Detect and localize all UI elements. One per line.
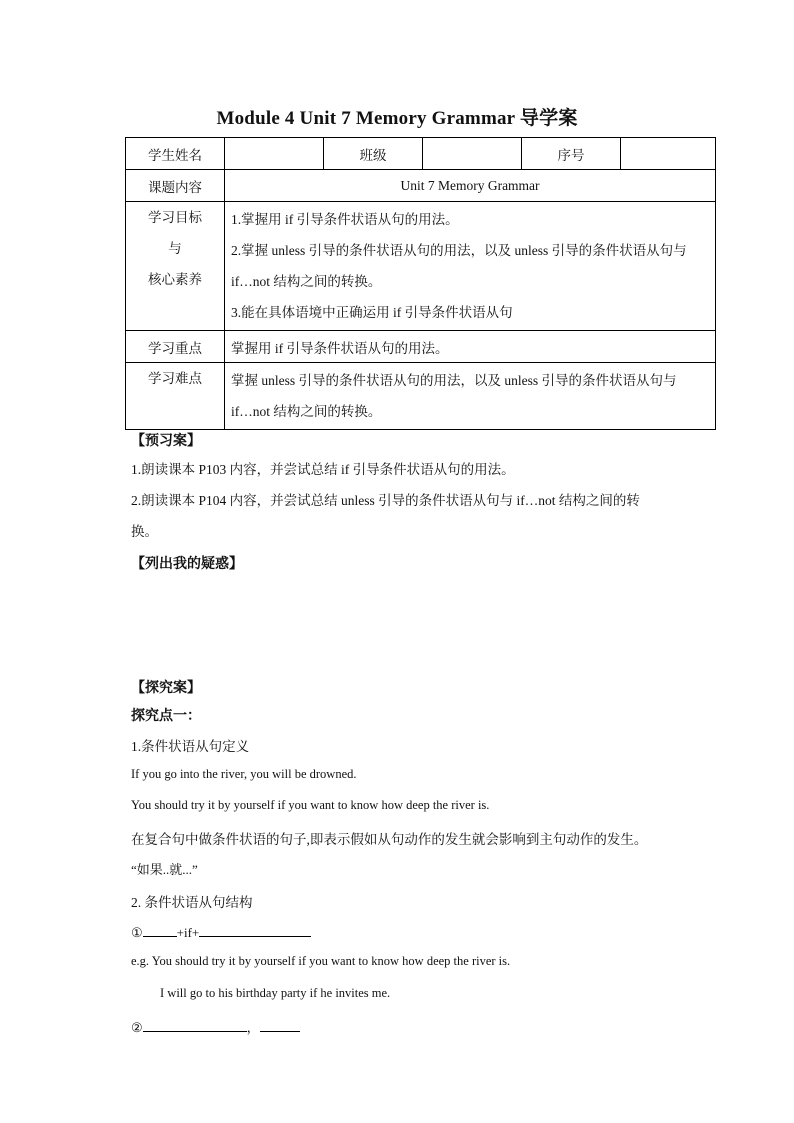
difficulty-line: 掌握 unless 引导的条件状语从句的用法，以及 unless 引导的条件状语从句与 — [231, 373, 677, 388]
blank-line[interactable] — [260, 1017, 300, 1032]
structure-1 — [131, 922, 311, 941]
focus-label: 学习重点 — [126, 331, 225, 363]
goals-label-line: 与 — [168, 241, 182, 256]
explore-heading: 【探究案】 — [131, 681, 201, 696]
definition-text: 在复合句中做条件状语的句子,即表示假如从句动作的发生就会影响到主句动作的发生。 — [131, 832, 648, 847]
preview-item-1: 1.朗读课本 P103 内容，并尝试总结 if 引导条件状语从句的用法。 — [131, 462, 515, 477]
structure-1-connector: +if+ — [176, 925, 200, 940]
definition-title: 1.条件状语从句定义 — [131, 739, 250, 754]
page-title: Module 4 Unit 7 Memory Grammar 导学案 — [216, 108, 578, 129]
table-row — [126, 170, 716, 202]
goals-label-line: 学习目标 — [148, 210, 202, 225]
blank-line[interactable] — [199, 922, 311, 937]
meaning-text: “如果..就...” — [131, 862, 198, 877]
preview-heading: 【预习案】 — [131, 434, 201, 449]
eg-line-1: e.g. You should try it by yourself if you want to know how deep the river is. — [131, 954, 511, 968]
difficulty-label: 学习难点 — [126, 363, 225, 430]
structure-2 — [131, 1017, 300, 1036]
circled-number-1: ① — [131, 925, 143, 940]
focus-value: 掌握用 if 引导条件状语从句的用法。 — [225, 331, 716, 363]
table-row — [126, 138, 716, 170]
structure-title: 2. 条件状语从句结构 — [131, 895, 253, 910]
example-1: If you go into the river, you will be drowned. — [131, 767, 357, 781]
table-row — [126, 363, 716, 430]
number-field[interactable] — [621, 138, 716, 170]
goal-line: if…not 结构之间的转换。 — [231, 274, 382, 289]
table-row — [126, 202, 716, 331]
preview-item-2: 2.朗读课本 P104 内容，并尝试总结 unless 引导的条件状语从句与 if…not 结构之间的转 — [131, 493, 640, 508]
example-2: You should try it by yourself if you want to know how deep the river is. — [131, 798, 490, 812]
goals-label — [126, 202, 225, 331]
blank-line[interactable] — [143, 1017, 247, 1032]
topic-label: 课题内容 — [126, 170, 225, 202]
student-name-field[interactable] — [225, 138, 324, 170]
eg-line-2: I will go to his birthday party if he invites me. — [160, 986, 391, 1000]
goal-line: 2.掌握 unless 引导的条件状语从句的用法，以及 unless 引导的条件状语从句与 — [231, 243, 687, 258]
preview-item-2-cont: 换。 — [131, 524, 158, 539]
goal-line: 1.掌握用 if 引导条件状语从句的用法。 — [231, 212, 459, 227]
difficulty-content — [225, 363, 716, 430]
goal-line: 3.能在具体语境中正确运用 if 引导条件状语从句 — [231, 305, 513, 320]
explore-point-1: 探究点一： — [131, 709, 201, 724]
table-row — [126, 331, 716, 363]
goals-content — [225, 202, 716, 331]
circled-number-2: ② — [131, 1020, 143, 1035]
doubts-heading: 【列出我的疑惑】 — [131, 557, 243, 572]
difficulty-line: if…not 结构之间的转换。 — [231, 404, 382, 419]
topic-value: Unit 7 Memory Grammar — [225, 170, 716, 202]
goals-label-line: 核心素养 — [148, 272, 202, 287]
blank-line[interactable] — [143, 922, 177, 937]
student-name-label: 学生姓名 — [126, 138, 225, 170]
class-field[interactable] — [423, 138, 522, 170]
info-table — [125, 137, 716, 430]
class-label: 班级 — [324, 138, 423, 170]
structure-2-separator: ， — [246, 1020, 260, 1035]
number-label: 序号 — [522, 138, 621, 170]
